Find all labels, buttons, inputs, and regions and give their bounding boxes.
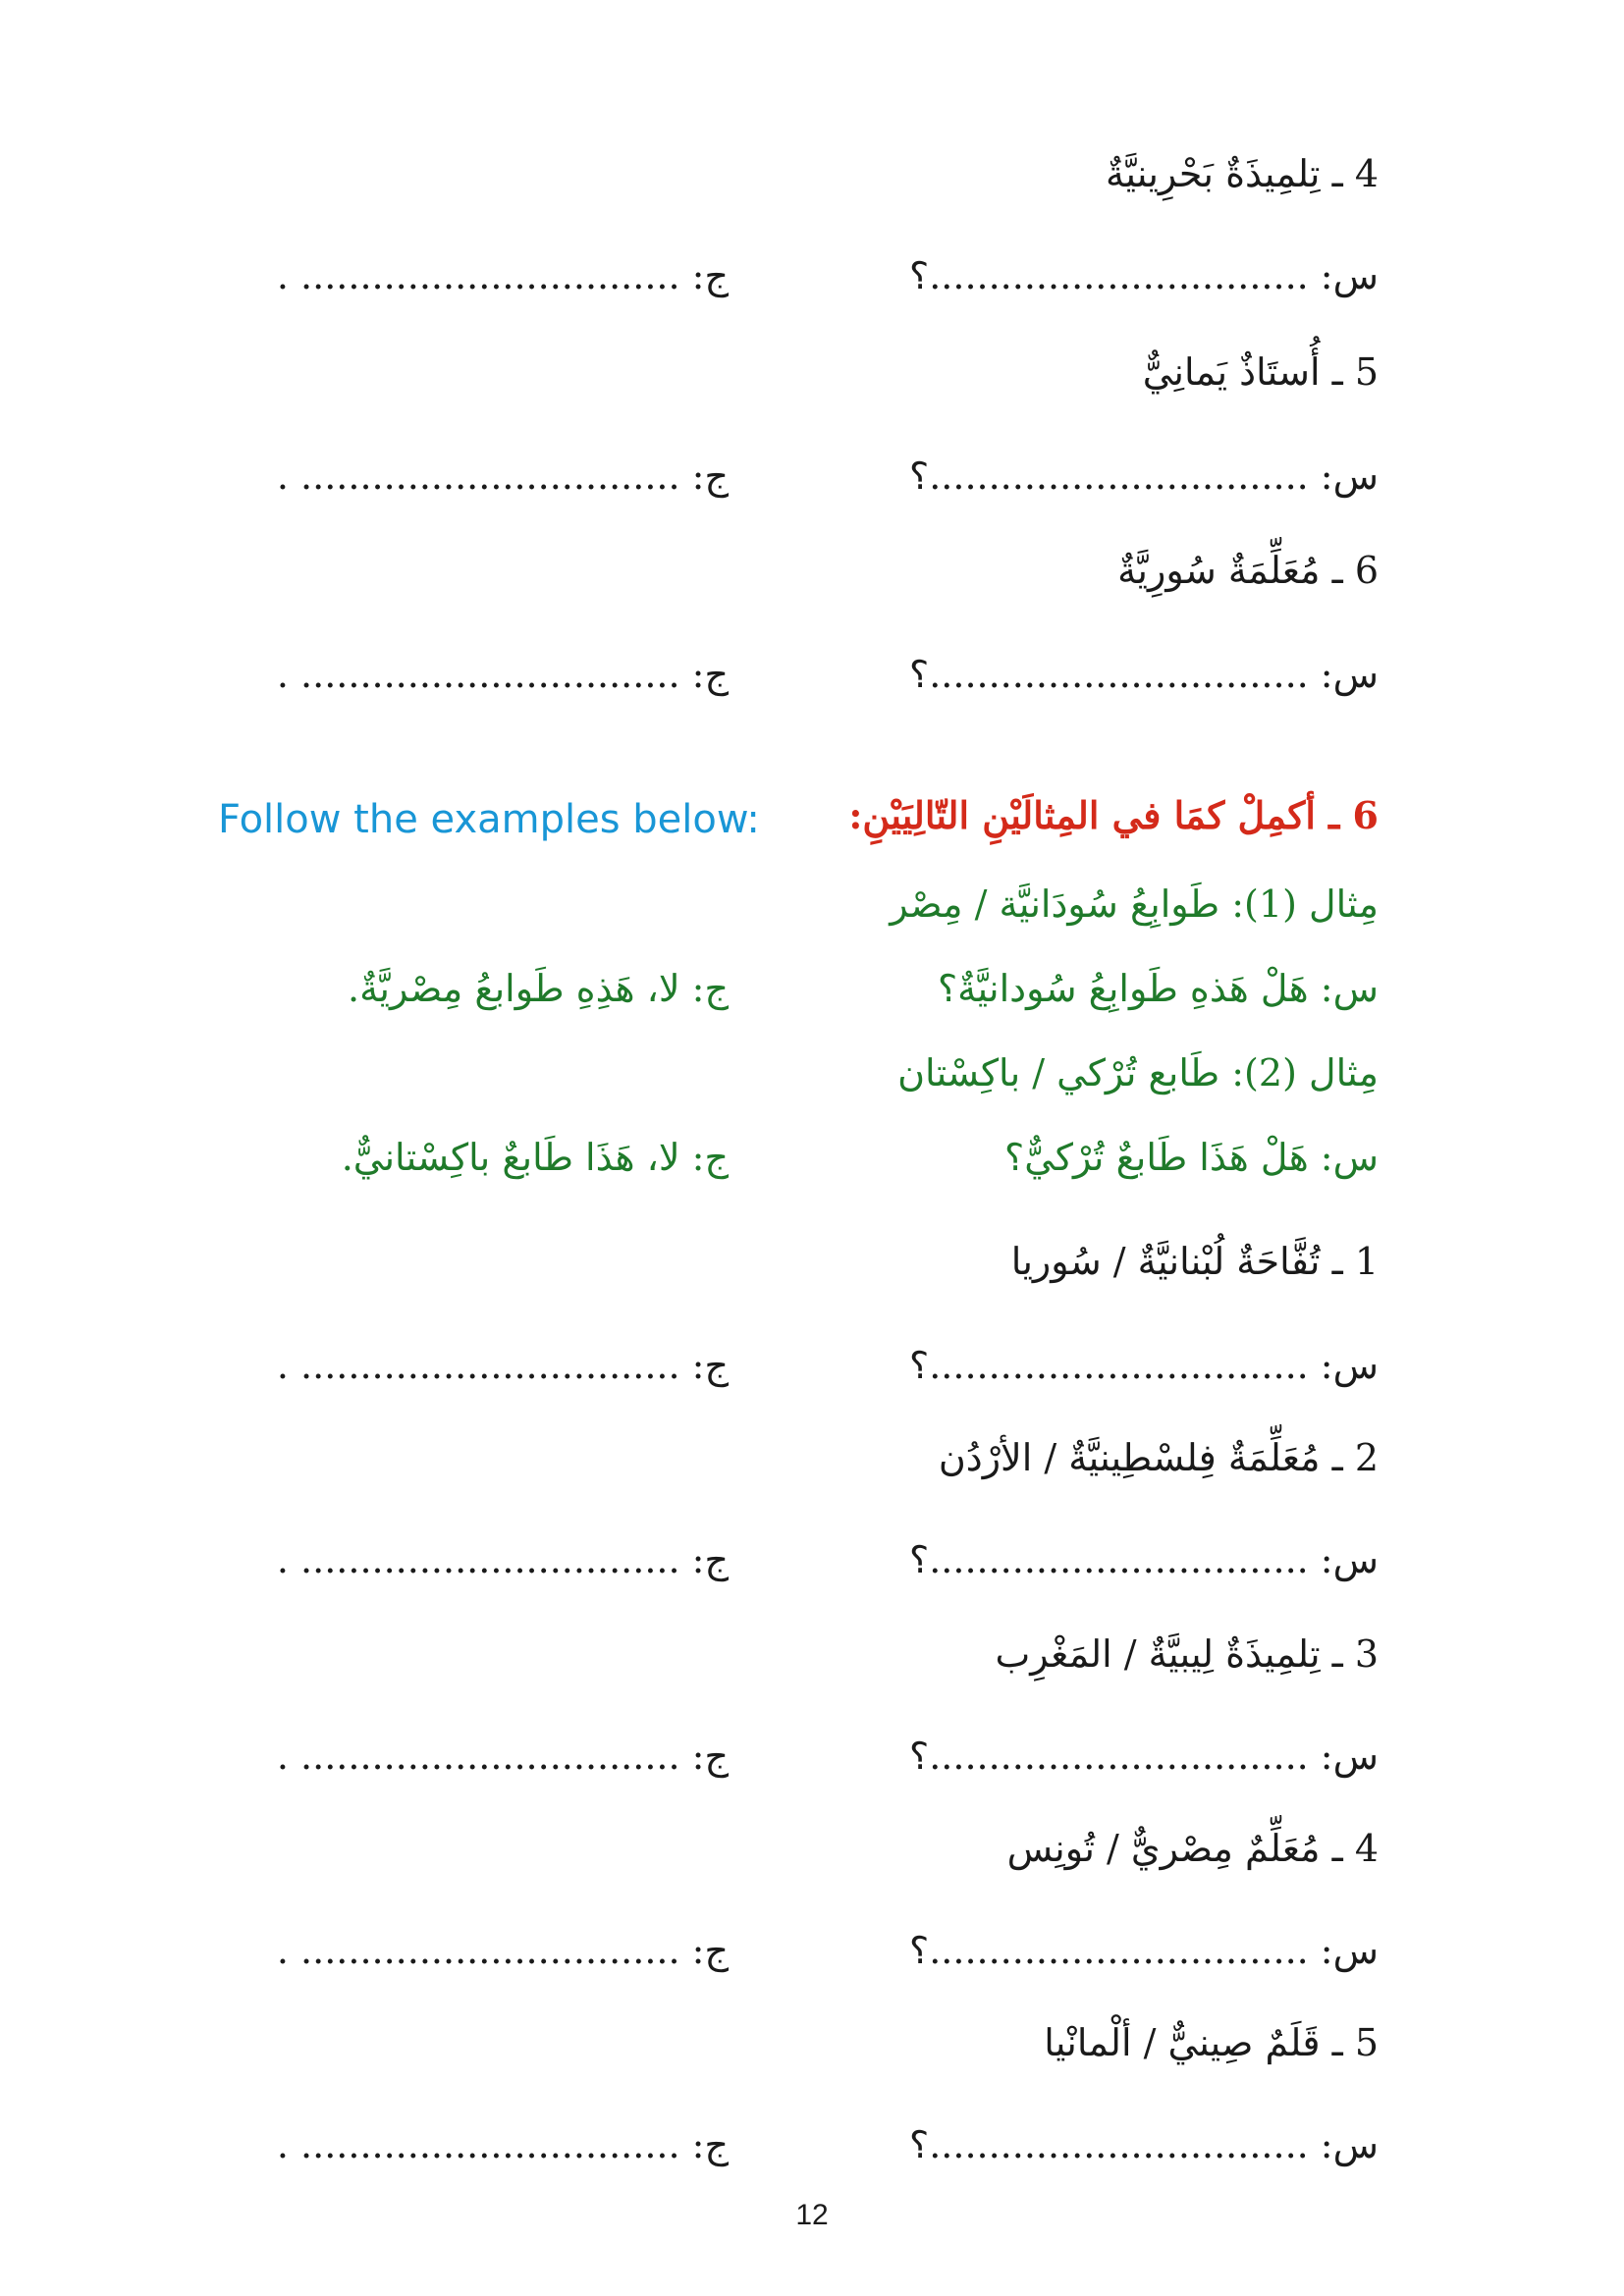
answer-line[interactable]: ج: ................................ . — [276, 1929, 729, 1972]
example-label: مِثال (1): طَوابِعُ سُودَانيَّة / مِصْر — [890, 882, 1379, 926]
answer-line[interactable]: ج: ................................ . — [276, 254, 729, 297]
question-line[interactable]: س: ................................؟ — [909, 1735, 1379, 1778]
item-title: 1 ـ تُفَّاحَةٌ لُبْنانيَّةٌ / سُوريا — [1010, 1240, 1379, 1283]
item-title: 5 ـ أُستَاذٌ يَمانِيٌّ — [1142, 350, 1379, 394]
answer-line[interactable]: ج: ................................ . — [276, 1538, 729, 1581]
question-line[interactable]: س: ................................؟ — [909, 653, 1379, 696]
example-answer: ج: لا، هَذِهِ طَوابعُ مِصْريَّةٌ. — [347, 967, 729, 1010]
question-line[interactable]: س: ................................؟ — [909, 1929, 1379, 1972]
example-question: س: هَلْ هَذَا طَابعٌ تُرْكيٌّ؟ — [1004, 1136, 1379, 1179]
question-line[interactable]: س: ................................؟ — [909, 454, 1379, 498]
question-line[interactable]: س: ................................؟ — [909, 1344, 1379, 1387]
item-title: 6 ـ مُعَلِّمَةٌ سُورِيَّةٌ — [1117, 549, 1379, 592]
item-title: 5 ـ قَلَمٌ صِينيٌّ / ألْمانْيا — [1044, 2021, 1379, 2064]
english-instruction: Follow the examples below: — [218, 797, 760, 842]
example-label: مِثال (2): طَابع تُرْكي / باكِسْتان — [897, 1051, 1379, 1095]
answer-line[interactable]: ج: ................................ . — [276, 454, 729, 498]
question-line[interactable]: س: ................................؟ — [909, 2123, 1379, 2166]
question-line[interactable]: س: ................................؟ — [909, 254, 1379, 297]
item-title: 4 ـ مُعَلِّمٌ مِصْريٌّ / تُونِس — [1006, 1827, 1379, 1870]
question-line[interactable]: س: ................................؟ — [909, 1538, 1379, 1581]
example-answer: ج: لا، هَذَا طَابعٌ باكِسْتانيٌّ. — [341, 1136, 729, 1179]
answer-line[interactable]: ج: ................................ . — [276, 2123, 729, 2166]
exercise-heading: 6 ـ أكمِلْ كمَا في المِثالَيْنِ التّالِيَيْنِ: — [848, 793, 1379, 837]
answer-line[interactable]: ج: ................................ . — [276, 1735, 729, 1778]
item-title: 4 ـ تِلمِيذَةٌ بَحْرِينيَّةٌ — [1106, 152, 1379, 195]
answer-line[interactable]: ج: ................................ . — [276, 1344, 729, 1387]
item-title: 2 ـ مُعَلِّمَةٌ فِلسْطِينيَّةٌ / الأرْدُن — [938, 1436, 1379, 1479]
page-number: 12 — [795, 2199, 829, 2231]
example-question: س: هَلْ هَذهِ طَوابِعُ سُودانيَّةٌ؟ — [938, 967, 1379, 1010]
answer-line[interactable]: ج: ................................ . — [276, 653, 729, 696]
item-title: 3 ـ تِلمِيذَةٌ لِيبيَّةٌ / المَغْرِب — [995, 1632, 1379, 1676]
